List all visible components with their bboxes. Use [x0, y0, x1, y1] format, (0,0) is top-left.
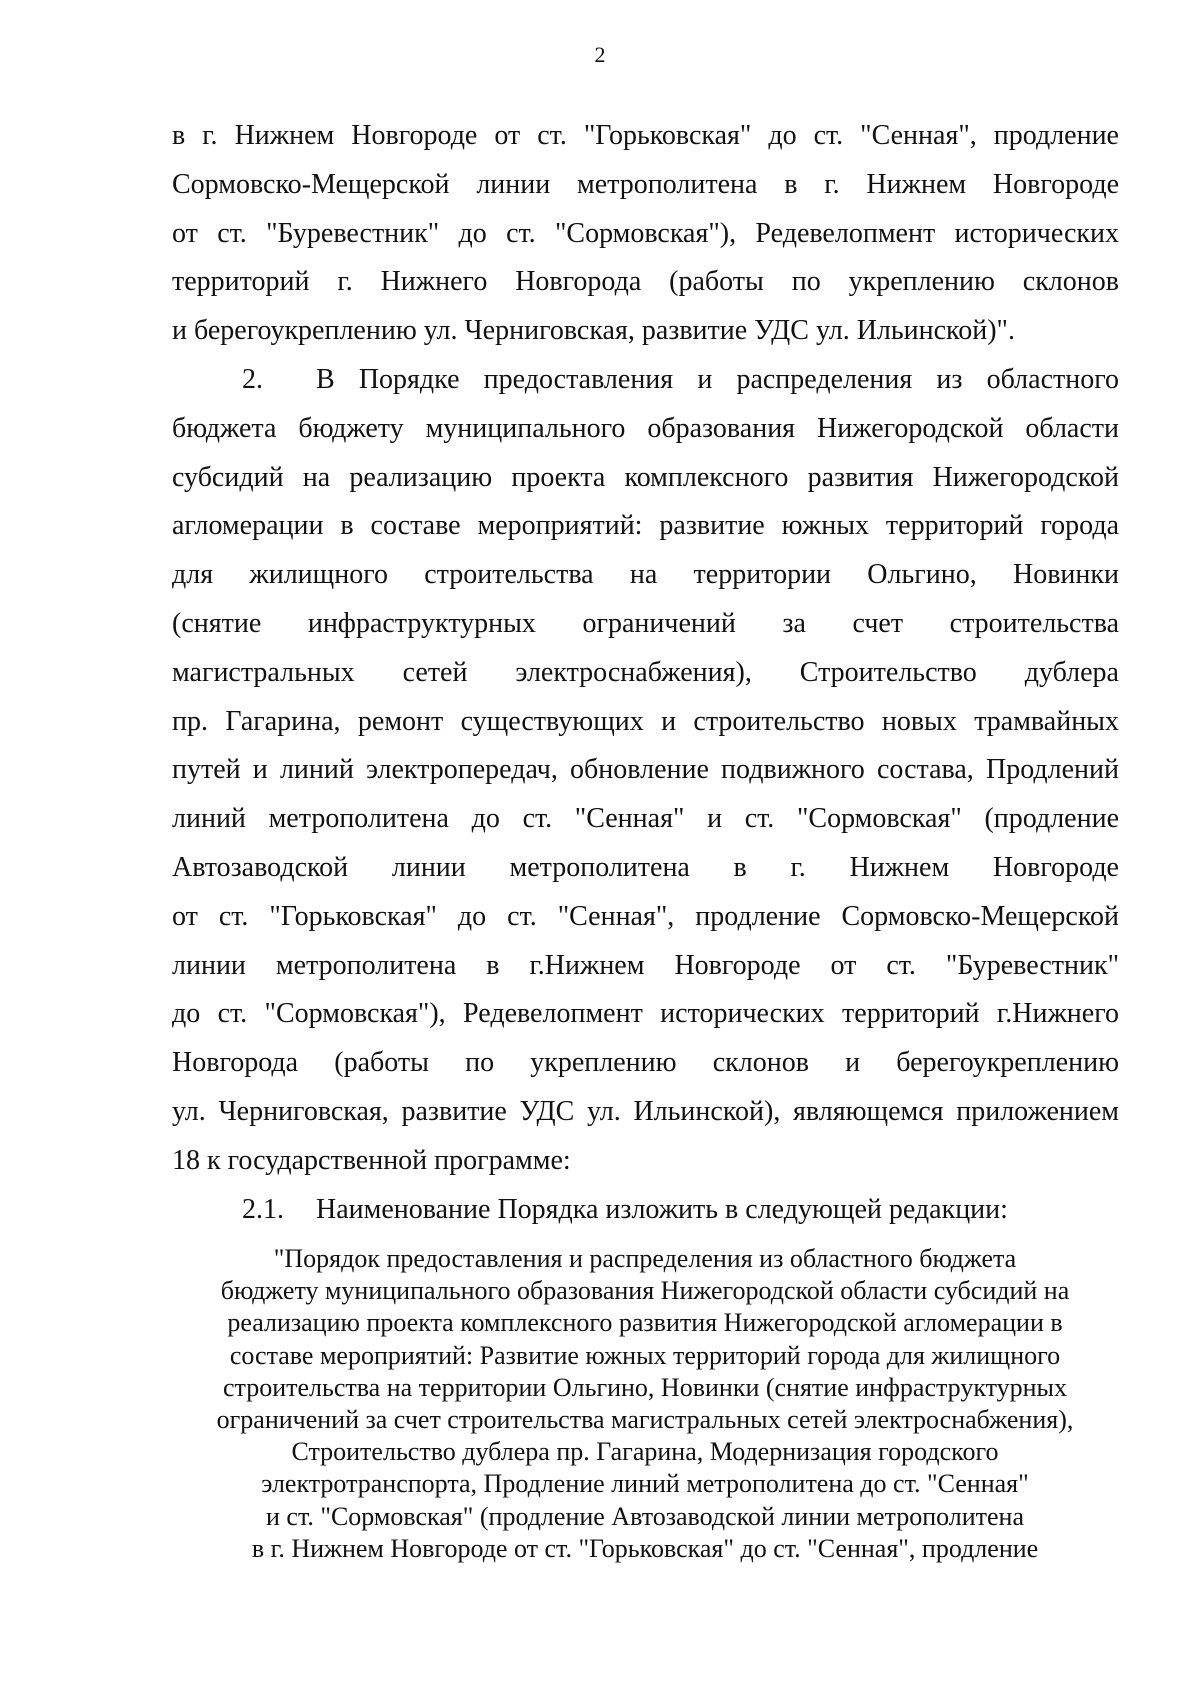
text-line: до ст. "Сормовская"), Редевелопмент исторических территорий г.Нижнего	[172, 998, 1119, 1030]
text-line: от ст. "Горьковская" до ст. "Сенная", продление Сормовско-Мещерской	[172, 900, 1119, 932]
quoted-line: составе мероприятий: Развитие южных территорий города для жилищного	[229, 1340, 1061, 1370]
text-line: и берегоукреплению ул. Черниговская, развитие УДС ул. Ильинской)".	[172, 315, 1015, 347]
text-line: линий метрополитена до ст. "Сенная" и ст. "Сормовская" (продление	[172, 803, 1119, 835]
quoted-line: и ст. "Сормовская" (продление Автозаводской линии метрополитена	[265, 1501, 1025, 1531]
text-line: (снятие инфраструктурных ограничений за счет строительства	[172, 607, 1119, 639]
text-line: для жилищного строительства на территории Ольгино, Новинки	[172, 559, 1119, 591]
page-number: 2	[594, 42, 606, 67]
quoted-title	[150, 1243, 1140, 1565]
text-line: Сормовско-Мещерской линии метрополитена в г. Нижнем Новгороде	[172, 168, 1119, 200]
continuation-paragraph	[172, 112, 1119, 356]
quoted-line: реализацию проекта комплексного развития Нижегородской агломерации в	[227, 1308, 1063, 1338]
quoted-line: бюджету муниципального образования Нижегородской области субсидий на	[220, 1276, 1070, 1306]
quoted-line: в г. Нижнем Новгороде от ст. "Горьковская" до ст. "Сенная", продление	[251, 1533, 1039, 1563]
text-line: субсидий на реализацию проекта комплексного развития Нижегородской	[172, 461, 1119, 493]
quoted-line: строительства на территории Ольгино, Новинки (снятие инфраструктурных	[222, 1372, 1068, 1402]
paragraph-first-line	[172, 1186, 1119, 1235]
quoted-line: "Порядок предоставления и распределения из областного бюджета	[273, 1244, 1017, 1273]
item-number: 2.	[242, 364, 263, 395]
text-line: бюджета бюджету муниципального образования Нижегородской области	[172, 412, 1119, 444]
text-line: в г. Нижнем Новгороде от ст. "Горьковская" до ст. "Сенная", продление	[172, 120, 1119, 151]
text-line: Наименование Порядка изложить в следующей редакции:	[316, 1194, 1008, 1225]
paragraph-first-line	[172, 356, 1119, 405]
text-line: магистральных сетей электроснабжения), Строительство дублера	[172, 656, 1119, 688]
text-line: территорий г. Нижнего Новгорода (работы по укреплению склонов	[172, 266, 1119, 298]
text-line: Автозаводской линии метрополитена в г. Нижнем Новгороде	[172, 851, 1119, 883]
text-line: путей и линий электропередач, обновление подвижного состава, Продлений	[172, 754, 1119, 786]
quoted-line: Строительство дублера пр. Гагарина, Модернизация городского	[291, 1437, 999, 1467]
text-line: 18 к государственной программе:	[172, 1144, 571, 1176]
item-number: 2.1.	[242, 1194, 284, 1225]
text-line: агломерации в составе мероприятий: развитие южных территорий города	[172, 510, 1119, 542]
text-line: В Порядке предоставления и распределения из областного	[316, 364, 1119, 395]
text-line: пр. Гагарина, ремонт существующих и строительство новых трамвайных	[172, 705, 1119, 737]
paragraph-item-2-1	[172, 1186, 1119, 1235]
text-line: ул. Черниговская, развитие УДС ул. Ильинской), являющемся приложением	[172, 1095, 1119, 1127]
text-line: Новгорода (работы по укреплению склонов и берегоукреплению	[172, 1047, 1119, 1079]
text-line: от ст. "Буревестник" до ст. "Сормовская"), Редевелопмент исторических	[172, 217, 1119, 249]
text-line: линии метрополитена в г.Нижнем Новгороде от ст. "Буревестник"	[172, 949, 1119, 981]
quoted-line: электротранспорта, Продление линий метрополитена до ст. "Сенная"	[261, 1469, 1029, 1499]
quoted-line: ограничений за счет строительства магистральных сетей электроснабжения),	[216, 1405, 1074, 1435]
paragraph-item-2	[172, 356, 1119, 1186]
